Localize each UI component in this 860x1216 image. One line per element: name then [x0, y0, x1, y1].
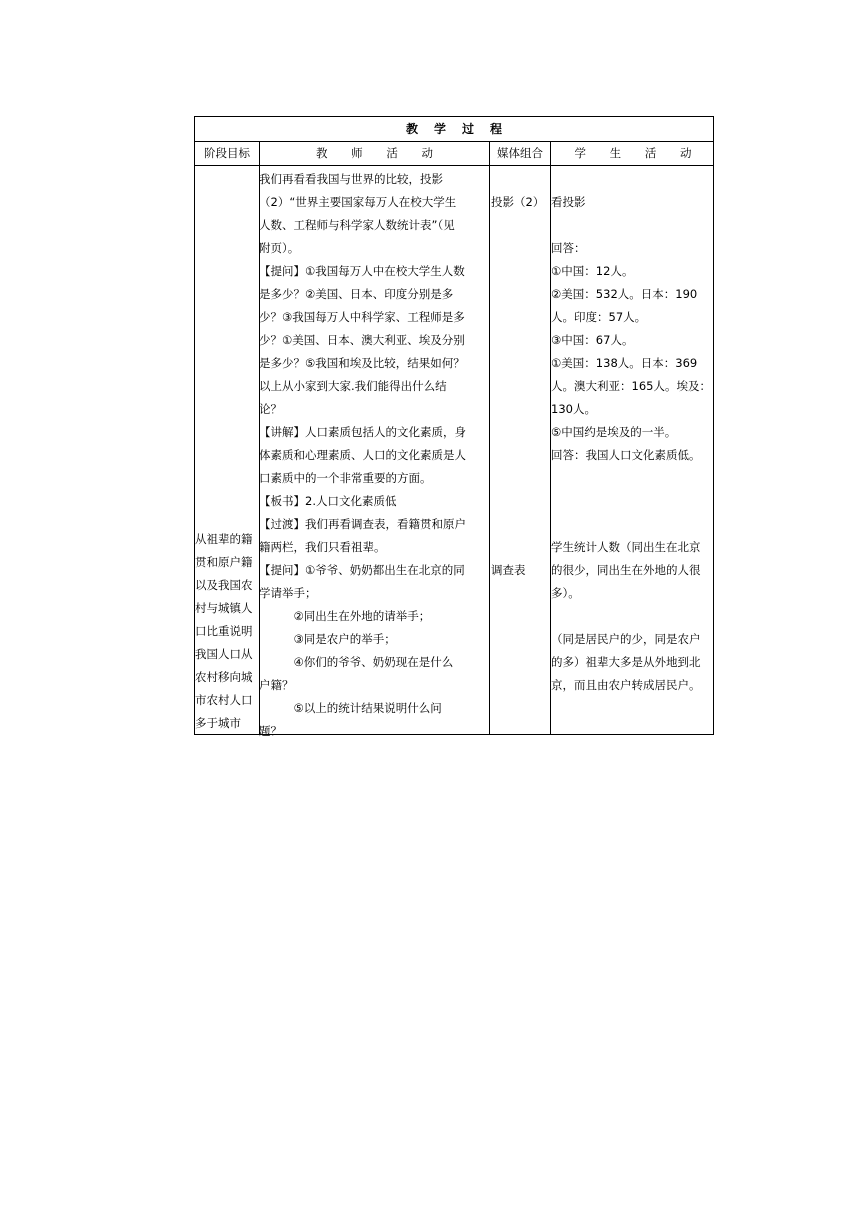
- student-line: 学生统计人数（同出生在北京: [551, 540, 701, 554]
- lesson-table: [194, 116, 714, 738]
- student-line: ⑤中国约是埃及的一半。: [551, 425, 677, 439]
- student-line: [551, 490, 711, 513]
- teacher-line: 学请举手；: [259, 586, 317, 600]
- student-line: [551, 214, 711, 237]
- student-line: ③中国：67人。: [551, 333, 634, 347]
- teacher-line: ④你们的爷爷、奶奶现在是什么: [259, 655, 454, 669]
- student-line: ①美国：138人。日本：369: [551, 356, 698, 370]
- teacher-line: 【过渡】我们再看调查表，看籍贯和原户: [259, 517, 466, 531]
- stage-line: 市农村人口: [195, 693, 253, 707]
- teacher-line: 我们再看看我国与世界的比较，投影: [259, 172, 443, 186]
- teacher-line: 题？: [259, 724, 282, 738]
- teacher-line: 口素质中的一个非常重要的方面。: [259, 471, 432, 485]
- teacher-line: 【讲解】人口素质包括人的文化素质，身: [259, 425, 466, 439]
- header-stage: 阶段目标: [204, 146, 250, 160]
- student-line: ①中国：12人。: [551, 264, 634, 278]
- student-line: 的很少，同出生在外地的人很: [551, 563, 701, 577]
- stage-line: 村与城镇人: [195, 601, 253, 615]
- teacher-line: 是多少？②美国、日本、印度分别是多: [259, 287, 454, 301]
- header-media: 媒体组合: [497, 146, 543, 160]
- stage-line: 贯和原户籍: [195, 555, 253, 569]
- teacher-line: （2）“世界主要国家每万人在校大学生: [259, 195, 457, 209]
- student-activity-column: [551, 168, 711, 697]
- student-line: 人。澳大利亚：165人。埃及：: [551, 379, 711, 393]
- teacher-line: 籍两栏，我们只看祖辈。: [259, 540, 386, 554]
- teacher-line: 【提问】①爷爷、奶奶都出生在北京的同: [259, 563, 465, 577]
- stage-line: 以及我国农: [195, 578, 253, 592]
- header-teacher: 教 师 活 动: [316, 146, 443, 160]
- teacher-line: 户籍？: [259, 678, 294, 692]
- teacher-activity-column: [259, 168, 466, 743]
- stage-line: 农村移向城: [195, 670, 253, 684]
- teacher-line: 体素质和心理素质、人口的文化素质是人: [259, 448, 466, 462]
- stage-line: 从祖辈的籍: [195, 532, 253, 546]
- stage-line: 我国人口从: [195, 647, 253, 661]
- teacher-line: 少？③我国每万人中科学家、工程师是多: [259, 310, 465, 324]
- student-line: [551, 513, 711, 536]
- teacher-line: 附页）。: [259, 241, 300, 255]
- student-line: 的多）祖辈大多是从外地到北: [551, 655, 701, 669]
- teacher-line: 论？: [259, 402, 282, 416]
- media-item: 投影（2）: [491, 195, 545, 209]
- student-line: 看投影: [551, 195, 586, 209]
- student-line: 回答：: [551, 241, 586, 255]
- student-line: ②美国：532人。日本：190: [551, 287, 698, 301]
- student-line: 回答：我国人口文化素质低。: [551, 448, 701, 462]
- student-line: （同是居民户的少，同是农户: [551, 632, 701, 646]
- column-divider: [489, 141, 490, 734]
- teacher-line: 以上从小家到大家.我们能得出什么结: [259, 379, 447, 393]
- teacher-line: ③同是农户的举手；: [259, 632, 396, 646]
- student-line: [551, 467, 711, 490]
- student-line: [551, 605, 711, 628]
- teacher-line: 少？①美国、日本、澳大利亚、埃及分别: [259, 333, 465, 347]
- teacher-line: ⑤以上的统计结果说明什么问: [259, 701, 442, 715]
- student-line: 人。印度：57人。: [551, 310, 647, 324]
- student-line: 京，而且由农户转成居民户。: [551, 678, 701, 692]
- student-line: 多）。: [551, 586, 580, 600]
- teacher-line: 【提问】①我国每万人中在校大学生人数: [259, 264, 465, 278]
- divider: [195, 165, 713, 166]
- stage-line: 多于城市: [195, 716, 241, 730]
- student-line: [551, 168, 711, 191]
- student-line: 130人。: [551, 402, 596, 416]
- teacher-line: ②同出生在外地的请举手；: [259, 609, 431, 623]
- header-student: 学 生 活 动: [574, 146, 702, 160]
- table-title: 教学过程: [405, 122, 518, 136]
- teacher-line: 是多少？⑤我国和埃及比较，结果如何？: [259, 356, 465, 370]
- stage-goal-column: [195, 528, 253, 735]
- teacher-line: 人数、工程师与科学家人数统计表”（见: [259, 218, 455, 232]
- media-item: 调查表: [491, 563, 526, 577]
- stage-line: 口比重说明: [195, 624, 253, 638]
- teacher-line: 【板书】2.人口文化素质低: [259, 494, 397, 508]
